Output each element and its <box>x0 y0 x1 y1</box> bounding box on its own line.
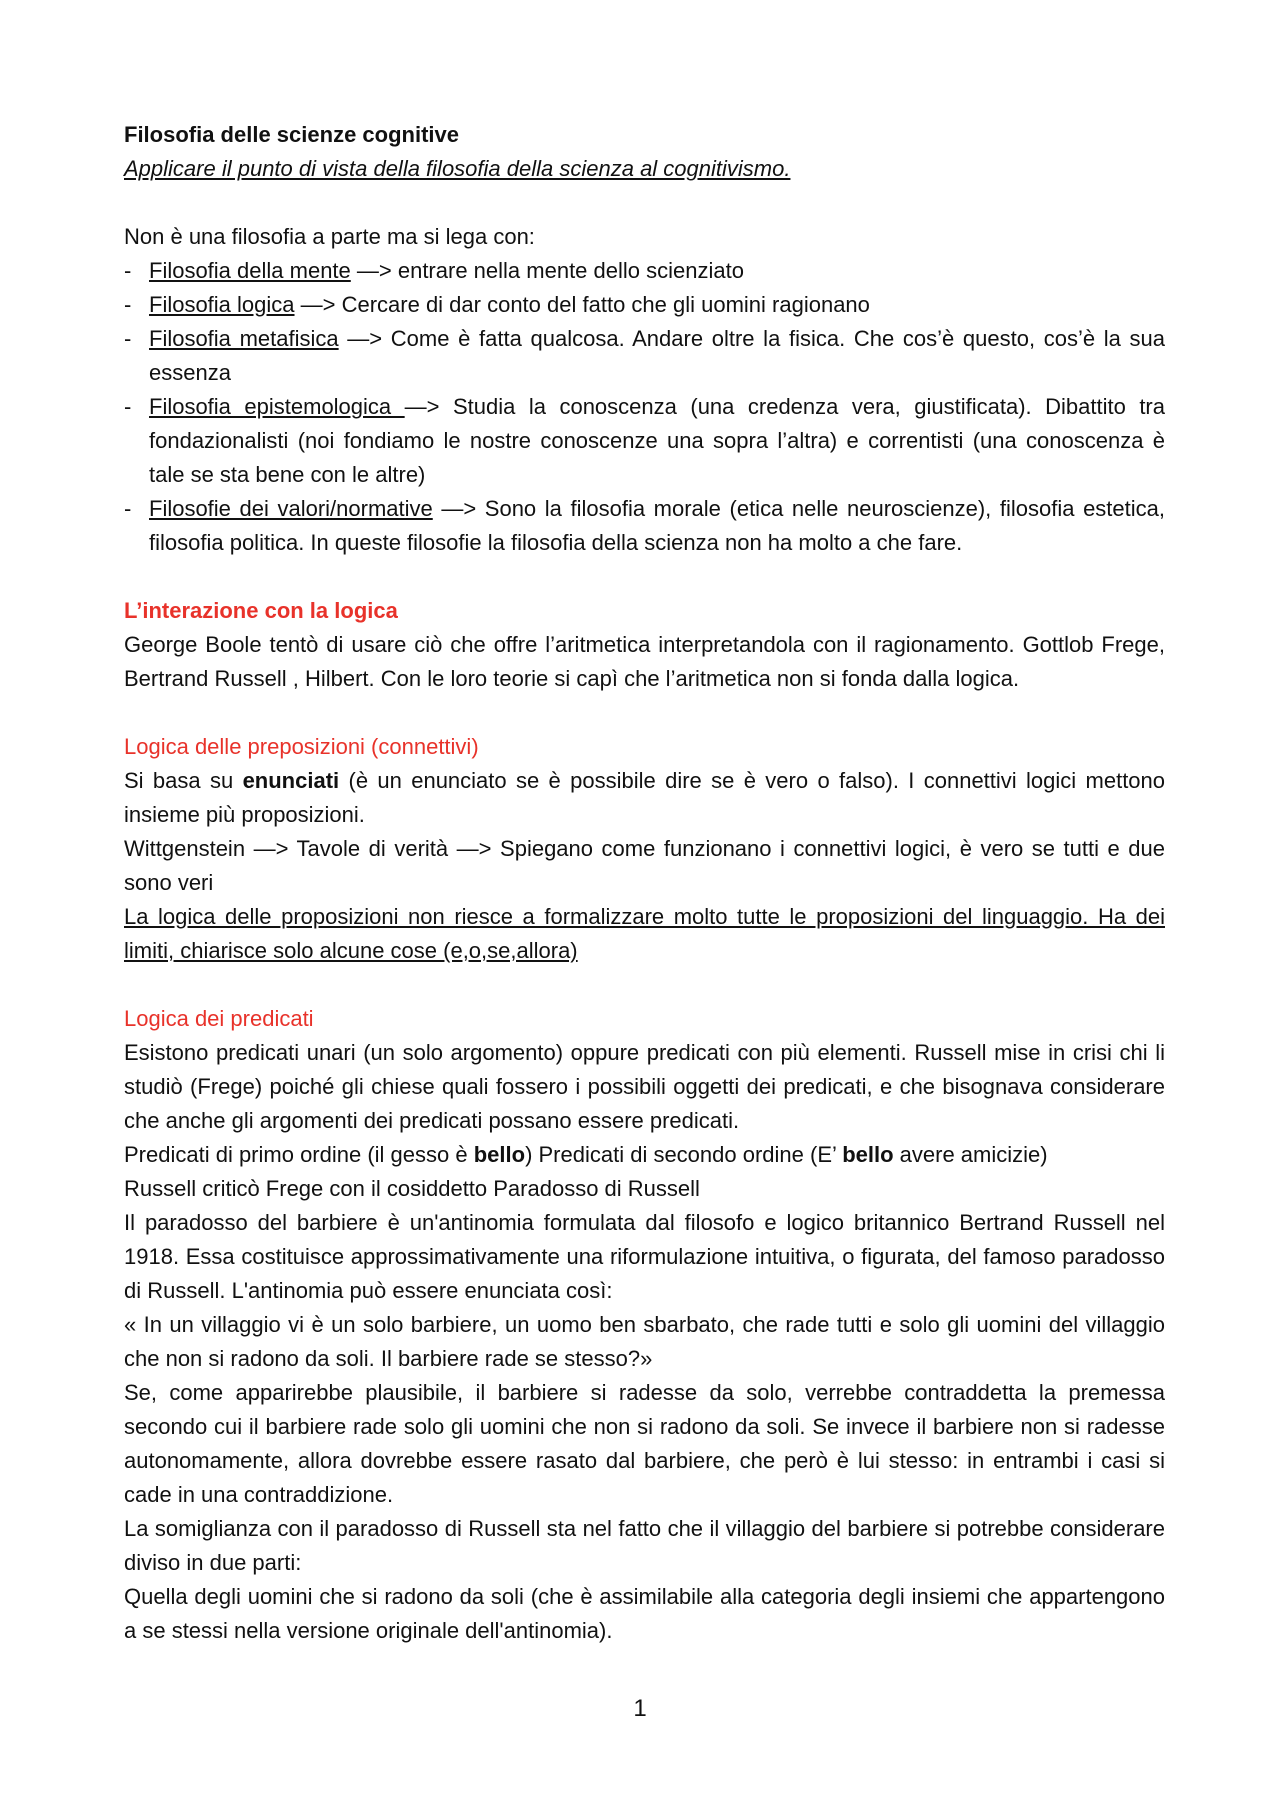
list-item-term: Filosofia della mente <box>149 258 351 283</box>
underlined-paragraph: La logica delle proposizioni non riesce a formalizzare molto tutte le proposizioni del linguaggio. Ha dei limiti, chiarisce solo alcune cose (e,o,se,allora) <box>124 904 1165 963</box>
section-heading-logic-interaction: L’interazione con la logica <box>124 598 398 623</box>
list-item-text: —> entrare nella mente dello scienziato <box>350 258 744 283</box>
list-item-term: Filosofia metafisica <box>149 326 339 351</box>
quote-paragraph: « In un villaggio vi è un solo barbiere, un uomo ben sbarbato, che rade tutti e solo gli uomini del villaggio che non si radono da soli. Il barbiere rade se stesso?» <box>124 1312 1165 1371</box>
list-item-term: Filosofia epistemologica <box>149 394 405 419</box>
spacer <box>124 696 1165 730</box>
spacer <box>124 560 1165 594</box>
list-item <box>124 288 1165 322</box>
section-paragraph: Quella degli uomini che si radono da soli (che è assimilabile alla categoria degli insiemi che appartengono a se stessi nella versione originale dell'antinomia). <box>124 1584 1165 1643</box>
list-item-text: —> Come è fatta qualcosa. Andare oltre la fisica. Che cos’è questo, cos’è la sua essenza <box>149 326 1165 385</box>
document-subtitle: Applicare il punto di vista della filosofia della scienza al cognitivismo. <box>124 156 791 181</box>
text-run: avere amicizie) <box>893 1142 1048 1167</box>
list-item-text: —> Studia la conoscenza (una credenza vera, giustificata). Dibattito tra fondazionalisti (noi fondiamo le nostre conoscenze una sopra l’altra) e correntisti (una conoscenza è tale se sta bene con le altre) <box>149 394 1165 487</box>
list-item <box>124 492 1165 560</box>
section-heading-propositional-logic: Logica delle preposizioni (connettivi) <box>124 734 479 759</box>
text-run: ) Predicati di secondo ordine (E’ <box>525 1142 843 1167</box>
section-paragraph: Wittgenstein —> Tavole di verità —> Spiegano come funzionano i connettivi logici, è vero se tutti e due sono veri <box>124 836 1165 895</box>
list-item-text: —> Sono la filosofia morale (etica nelle neuroscienze), filosofia estetica, filosofia politica. In queste filosofie la filosofia della scienza non ha molto a che fare. <box>149 496 1165 555</box>
section-paragraph: George Boole tentò di usare ciò che offre l’aritmetica interpretandola con il ragionamento. Gottlob Frege, Bertrand Russell , Hilbert. Con le loro teorie si capì che l’aritmetica non si fonda dalla logica. <box>124 632 1165 691</box>
section-paragraph: Esistono predicati unari (un solo argomento) oppure predicati con più elementi. Russell mise in crisi chi li studiò (Frege) poiché gli chiese quali fossero i possibili oggetti dei predicati, e che bisognava considerare che anche gli argomenti dei predicati possano essere predicati. <box>124 1040 1165 1133</box>
document-body <box>124 118 1165 1648</box>
section-paragraph: La somiglianza con il paradosso di Russell sta nel fatto che il villaggio del barbiere si potrebbe considerare diviso in due parti: <box>124 1516 1165 1575</box>
philosophy-list <box>124 254 1165 560</box>
section-paragraph <box>124 764 1165 832</box>
bold-term: enunciati <box>242 768 340 793</box>
spacer <box>124 186 1165 220</box>
section-heading-predicate-logic: Logica dei predicati <box>124 1006 314 1031</box>
section-paragraph: Russell criticò Frege con il cosiddetto Paradosso di Russell <box>124 1176 700 1201</box>
spacer <box>124 968 1165 1002</box>
text-run: Si basa su <box>124 768 243 793</box>
list-item-term: Filosofia logica <box>149 292 295 317</box>
bold-term: bello <box>473 1142 526 1167</box>
text-run: Predicati di primo ordine (il gesso è <box>124 1142 474 1167</box>
page-number: 1 <box>633 1695 647 1722</box>
intro-text: Non è una filosofia a parte ma si lega con: <box>124 224 535 249</box>
section-paragraph: Il paradosso del barbiere è un'antinomia formulata dal filosofo e logico britannico Bertrand Russell nel 1918. Essa costituisce approssimativamente una riformulazione intuitiva, o figurata, del famoso paradosso di Russell. L'antinomia può essere enunciata così: <box>124 1210 1165 1303</box>
list-item-text: —> Cercare di dar conto del fatto che gli uomini ragionano <box>294 292 870 317</box>
list-item <box>124 390 1165 492</box>
text-run: (è un enunciato se è possibile dire se è vero o falso). I connettivi logici mettono insieme più proposizioni. <box>124 768 1166 827</box>
bold-term: bello <box>842 1142 894 1167</box>
list-item-term: Filosofie dei valori/normative <box>149 496 433 521</box>
document-title: Filosofia delle scienze cognitive <box>124 122 459 147</box>
list-item <box>124 254 1165 288</box>
list-item <box>124 322 1165 390</box>
section-paragraph: Se, come apparirebbe plausibile, il barbiere si radesse da solo, verrebbe contraddetta la premessa secondo cui il barbiere rade solo gli uomini che non si radono da soli. Se invece il barbiere non si radesse autonomamente, allora dovrebbe essere rasato dal barbiere, che però è lui stesso: in entrambi i casi si cade in una contraddizione. <box>124 1380 1165 1507</box>
section-paragraph <box>124 1138 1165 1172</box>
